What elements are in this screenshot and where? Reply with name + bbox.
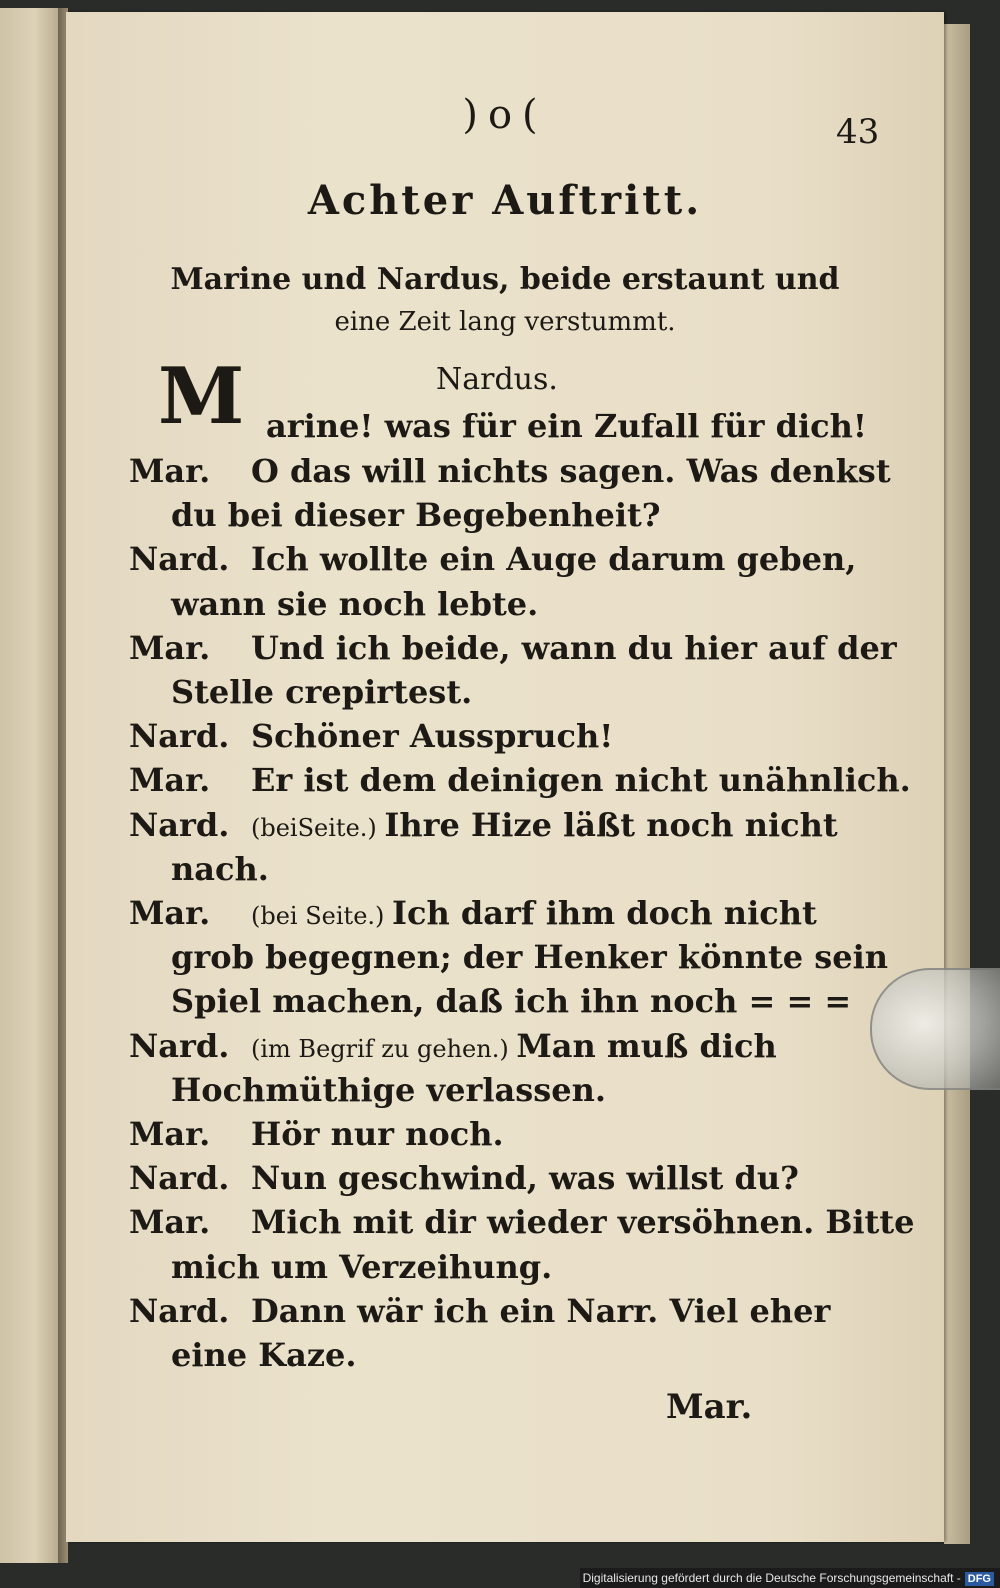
speech-words: Schöner Ausspruch!	[251, 717, 614, 756]
stage-direction-line-2: eine Zeit lang verstummt.	[334, 307, 676, 337]
stage-direction: (im Begrif zu gehen.)	[251, 1034, 517, 1063]
continuation-text: grob begegnen; der Henker könnte sein	[171, 938, 889, 977]
speech-words: O das will nichts sagen. Was denkst	[251, 452, 891, 490]
dfg-logo: DFG	[965, 1572, 994, 1586]
speaker-name: Nard.	[129, 805, 230, 844]
speech-text	[251, 1027, 777, 1065]
continuation-text: wann sie noch lebte.	[171, 584, 539, 623]
first-speech-line: arine! was für ein Zufall für dich!	[266, 407, 867, 445]
speaker-name: Mar.	[129, 894, 211, 932]
speech-text	[251, 717, 613, 755]
speech-text	[251, 894, 817, 932]
speaker-name: Mar.	[129, 761, 211, 800]
continuation-text: du bei dieser Begebenheit?	[171, 496, 661, 535]
speech-text	[251, 1115, 504, 1153]
continuation-text: mich um Verzeihung.	[171, 1247, 553, 1286]
continuation-text: Hochmüthige verlassen.	[171, 1070, 607, 1109]
speech-text	[251, 1159, 799, 1197]
speech-words: Ich wollte ein Auge darum geben,	[251, 540, 857, 579]
speaker-name: Mar.	[129, 1115, 211, 1153]
speaker-name: Nard.	[129, 717, 230, 756]
stage-direction: (bei Seite.)	[251, 902, 393, 930]
continuation-text: nach.	[171, 849, 269, 888]
speech-text	[251, 452, 891, 490]
catchword: Mar.	[666, 1387, 753, 1427]
speech-text	[251, 1292, 830, 1330]
speech-words: Er ist dem deinigen nicht unähnlich.	[251, 761, 911, 800]
continuation-text: Stelle crepirtest.	[171, 673, 473, 711]
page-edge	[944, 24, 970, 1544]
footer-text: Digitalisierung gefördert durch die Deutsche Forschungsgemeinschaft -	[582, 1571, 961, 1585]
speaker-name: Nard.	[129, 1291, 230, 1330]
speaker-name: Mar.	[129, 1203, 211, 1242]
page-number: 43	[836, 112, 880, 152]
speech-words: Man muß dich	[516, 1026, 777, 1065]
speech-words: Dann wär ich ein Narr. Viel eher	[251, 1291, 831, 1330]
speaker-name: Mar.	[129, 628, 211, 667]
book-page	[66, 12, 944, 1542]
speaker-name: Nard.	[129, 540, 230, 579]
speech-text	[251, 540, 856, 578]
running-head: )o(	[462, 92, 548, 138]
stage-direction: (beiSeite.)	[251, 813, 385, 842]
continuation-text: eine Kaze.	[171, 1336, 357, 1374]
speech-words: Hör nur noch.	[251, 1115, 504, 1153]
speech-words: Und ich beide, wann du hier auf der	[251, 628, 897, 667]
continuation-text: Spiel machen, daß ich ihn noch = = =	[171, 982, 852, 1021]
scene-title: Achter Auftritt.	[307, 177, 703, 224]
speaker-name: Mar.	[129, 452, 211, 490]
speaker-name: Nard.	[129, 1159, 230, 1198]
speech-text	[251, 1203, 914, 1241]
speech-words: Nun geschwind, was willst du?	[251, 1159, 799, 1198]
stage-direction-line-1: Marine und Nardus, beide erstaunt und	[170, 262, 840, 297]
speaker-heading: Nardus.	[436, 362, 558, 397]
speech-words: Ich darf ihm doch nicht	[392, 894, 817, 932]
speech-words: Ihre Hize läßt noch nicht	[384, 805, 838, 844]
footer-credit	[580, 1568, 1000, 1588]
speech-text	[251, 806, 838, 844]
speech-words: Mich mit dir wieder versöhnen. Bitte	[251, 1203, 915, 1242]
speech-text	[251, 761, 911, 799]
facing-page	[0, 8, 58, 1563]
speaker-name: Nard.	[129, 1026, 230, 1065]
speech-text	[251, 629, 897, 667]
page-clip	[870, 968, 1000, 1090]
drop-cap: M	[158, 351, 245, 442]
